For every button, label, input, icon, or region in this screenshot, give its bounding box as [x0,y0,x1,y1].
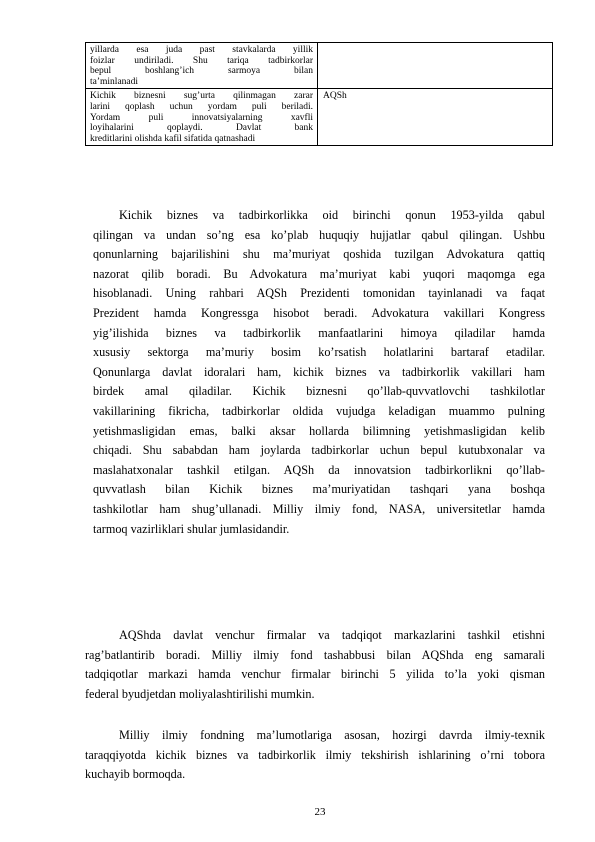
text-line: AQShda davlat venchur firmalar va tadqiqot markazlarini tashkil etishni [119,628,545,642]
cell-text-line: larini qoplash uchun yordam puli beriladi. [90,101,313,112]
cell-text-line: foizlar undiriladi. Shu tariqa tadbirkorlar [90,55,313,66]
summary-table [85,42,553,146]
text-line: Prezident hamda Kongressga hisobot beradi. Advokatura vakillari Kongress [93,305,545,320]
text-line: yig’ilishida biznes va tadbirkorlik manfaatlarini himoya qiladilar hamda [93,325,545,340]
text-line: Milliy ilmiy fondning ma’lumotlariga asosan, hozirgi davrda ilmiy-texnik [119,728,545,742]
cell-text-line: bepul boshlang’ich sarmoya bilan [90,66,313,77]
text-line: birdek amal qiladilar. Kichik biznesni qo’llab-quvvatlovchi tashkilotlar [93,384,545,399]
cell-text-line: Yordam puli innovatsiyalarning xavfli [90,112,313,123]
text-line: rag’batlantirib boradi. Milliy ilmiy fond tashabbusi bilan AQShda eng samarali [85,647,545,662]
text-line: Kichik biznes va tadbirkorlikka oid birinchi qonun 1953-yilda qabul [119,208,545,222]
text-line: qonunlarning bajarilishini shu ma’muriyat qoshida tuzilgan Advokatura qattiq [93,247,545,262]
paragraph-1 [93,206,545,539]
table-row [86,43,553,89]
cell-text-line: yillarda esa juda past stavkalarda yillik [90,45,313,55]
table-cell-right: AQSh [318,89,553,146]
page-number: 23 [314,806,326,818]
table-cell-left [86,43,318,89]
cell-text-line: kreditlarini olishda kafil sifatida qatnashadi [90,133,256,144]
text-line: vakillarining fikricha, tadbirkorlar oldida vujudga keladigan muammo pulning [93,403,545,418]
paragraph-2 [85,626,545,704]
text-line: nazorat qilib boradi. Bu Advokatura ma’muriyat kabi yuqori maqomga ega [93,266,545,281]
text-line: xususiy sektorga ma’muriy bosim ko’rsatish holatlarini bartaraf etadilar. [93,345,545,360]
table-cell-right [318,43,553,89]
text-line: taraqqiyotda kichik biznes va tadbirkorlik ilmiy tekshirish ishlarining o’rni tobora [85,747,545,762]
cell-text-line: Kichik biznesni sug’urta qilinmagan zarar [90,91,313,102]
text-line: tarmoq vazirliklari shular jumlasidandir. [93,521,290,536]
text-line: qilingan va undan so’ng esa ko’plab huquqiy hujjatlar qabul qilingan. Ushbu [93,227,545,242]
text-line: Qonunlarga davlat idoralari ham, kichik biznes va tadbirkorlik vakillari ham [93,364,545,379]
text-line: quvvatlash bilan Kichik biznes ma’muriyatidan tashqari yana boshqa [93,482,545,497]
cell-text-line: ta’minlanadi [90,76,139,87]
text-line: maslahatxonalar tashkil etilgan. AQSh da innovatsion tadbirkorlikni qo’llab- [93,462,545,477]
text-line: kuchayib bormoqda. [85,767,186,782]
cell-text-line: loyihalarini qoplaydi. Davlat bank [90,123,313,134]
paragraph-3 [85,726,545,785]
text-line: tashkilotlar ham shug’ullanadi. Milliy ilmiy fond, NASA, universitetlar hamda [93,501,545,516]
text-line: federal byudjetdan moliyalashtirilishi mumkin. [85,686,315,701]
text-line: chiqadi. Shu sababdan ham joylarda tadbirkorlar uchun bepul kutubxonalar va [93,443,545,458]
text-line: yetishmasligidan emas, balki aksar hollarda bilimning yetishmasligidan kelib [93,423,545,438]
text-line: hisoblanadi. Uning rahbari AQSh Prezidenti tomonidan tayinlanadi va faqat [93,286,545,301]
table-cell-left [86,89,318,146]
text-line: tadqiqotlar markazi hamda venchur firmalar birinchi 5 yilida to’la yoki qisman [85,667,545,682]
table-row [86,89,553,146]
